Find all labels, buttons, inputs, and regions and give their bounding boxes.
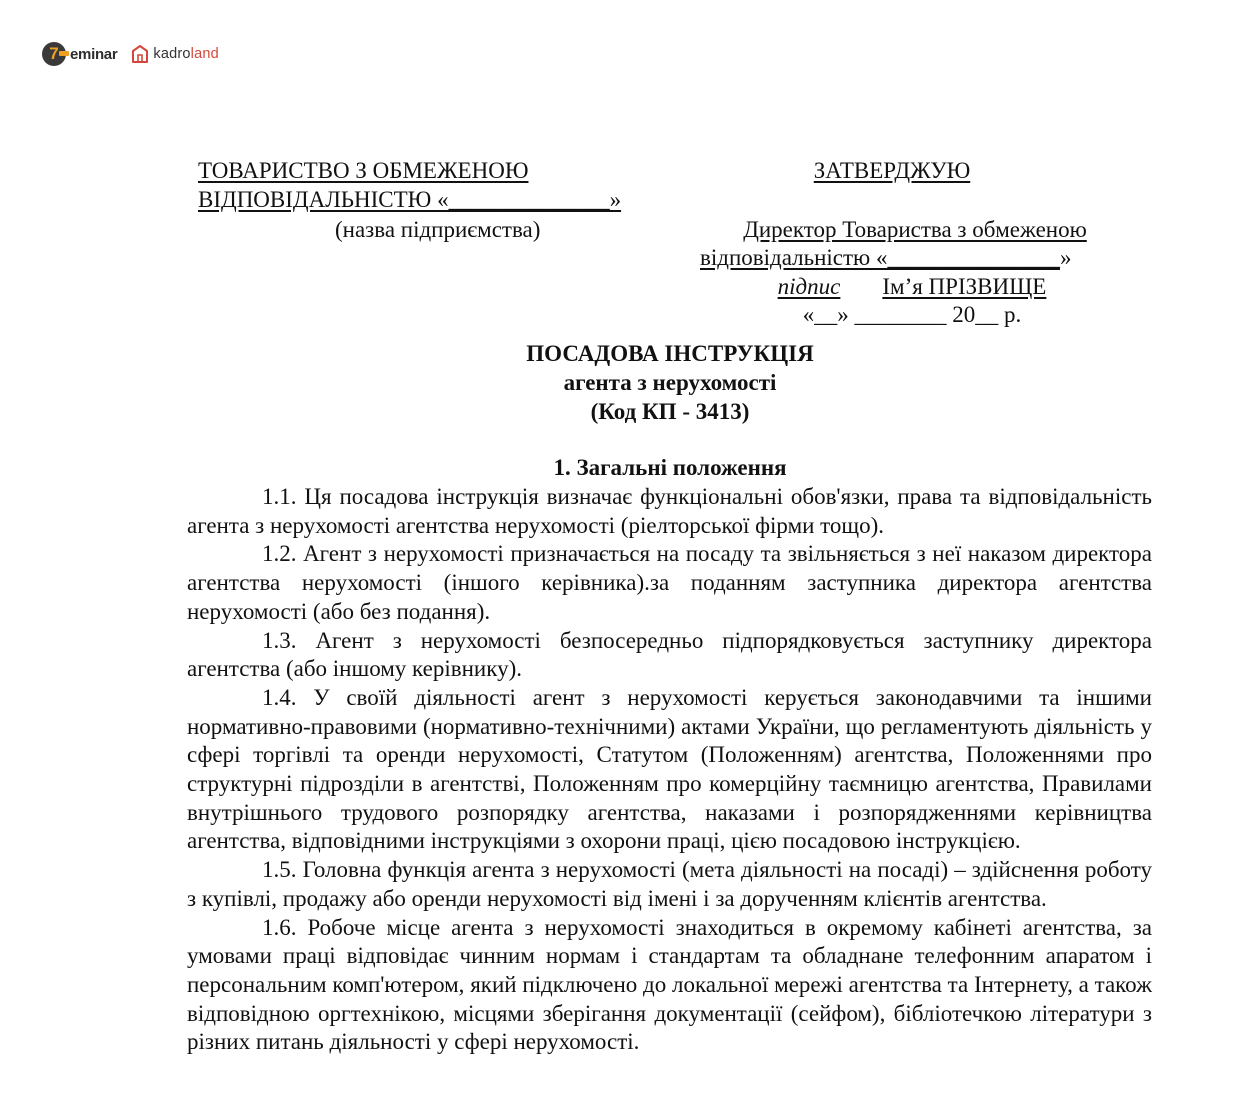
kadroland-suffix: land <box>190 46 219 62</box>
kadroland-wordmark <box>153 46 219 62</box>
approval-title: ЗАТВЕРДЖУЮ <box>813 158 971 183</box>
document-subtitle: агента з нерухомості <box>563 370 777 395</box>
document-title-block <box>420 339 920 426</box>
company-block <box>198 157 678 245</box>
approval-date: «__» ________ 20__ р. <box>802 302 1022 327</box>
approval-block <box>700 157 1124 330</box>
approval-company-suffix: » <box>1059 245 1072 270</box>
document-code: (Код КП - 3413) <box>590 399 750 424</box>
header-logos <box>42 40 219 68</box>
kadroland-house-icon <box>131 44 149 64</box>
director-title: Директор Товариства з обмеженою <box>743 216 1087 242</box>
kadroland-logo <box>131 44 219 64</box>
section-heading: 1. Загальні положення <box>553 455 787 480</box>
seminar-seven-badge-icon <box>42 42 66 66</box>
approval-company-prefix: відповідальністю « <box>700 245 888 270</box>
document-body <box>187 483 1152 1057</box>
paragraph-1-3: 1.3. Агент з нерухомості безпосередньо підпорядковується заступнику директора агентства (або іншому керівнику). <box>187 627 1152 682</box>
company-name-line1: ТОВАРИСТВО З ОБМЕЖЕНОЮ <box>198 158 529 183</box>
paragraph-1-1: 1.1. Ця посадова інструкція визначає функціональні обов'язки, права та відповідальність агента з нерухомості агентства нерухомості (ріелторської фірми тощо). <box>187 484 1152 538</box>
signatory-name: Ім’я ПРІЗВИЩЕ <box>882 273 1047 299</box>
document-title: ПОСАДОВА ІНСТРУКЦІЯ <box>526 341 814 366</box>
company-caption: (назва підприємства) <box>335 217 541 242</box>
paragraph-1-5: 1.5. Головна функція агента з нерухомості (мета діяльності на посаді) – здійснення роботу з купівлі, продажу або оренди нерухомості від імені і за дорученням клієнтів агентства. <box>187 857 1152 911</box>
signature-label: підпис <box>777 273 841 299</box>
company-name-line2: ВІДПОВІДАЛЬНІСТЮ «______________» <box>198 186 622 212</box>
approval-company-blank: _______________ <box>887 245 1060 270</box>
paragraph-1-4: 1.4. У своїй діяльності агент з нерухомості керується законодавчими та іншими нормативно-правовими (нормативно-технічними) актами України, що регламентують діяльність у сфері торгівлі та оренди нерухомості, Статутом (Положенням) агентства, Положеннями про структурні підрозділи в агентстві, Положенням про комерційну таємницю агентства, Правилами внутрішнього трудового розпорядку агентства, наказами і розпорядженнями керівництва агентства, відповідними інструкціями з охорони праці, цією посадовою інструкцією. <box>187 684 1152 854</box>
seminar-wordmark: eminar <box>70 45 118 63</box>
approval-company-line <box>700 244 1124 273</box>
paragraph-1-6: 1.6. Робоче місце агента з нерухомості знаходиться в окремому кабінеті агентства, за умовами праці відповідає чинним нормам і стандартам та обладнане телефонним апаратом і персональним комп'ютером, який підключено до локальної мережі агентства та Інтернету, а також відповідною оргтехнікою, місцями зберігання документації (сейфом), бібліотечкою літератури з різних питань діяльності у сфері нерухомості. <box>187 914 1152 1055</box>
seminar-digit: 7 <box>49 44 59 63</box>
seminar-logo <box>42 42 117 66</box>
paragraph-1-2: 1.2. Агент з нерухомості призначається на посаду та звільняється з неї наказом директора агентства нерухомості (іншого керівника).за поданням заступника директора агентства нерухомості (або без подання). <box>187 541 1152 624</box>
kadroland-prefix: kadro <box>153 46 191 62</box>
signature-line <box>700 273 1124 302</box>
